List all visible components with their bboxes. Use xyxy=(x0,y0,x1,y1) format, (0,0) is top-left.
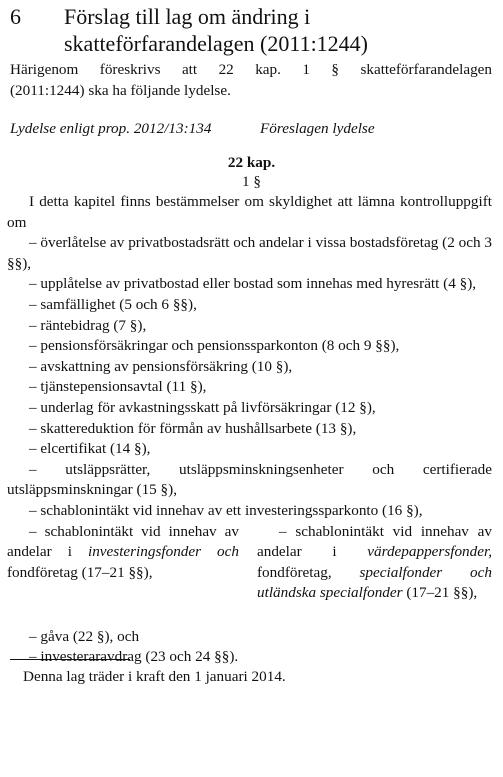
statute-paragraph: – utsläppsrätter, utsläppsminskningsenheter och certifierade utsläppsminskningar (15 §), xyxy=(7,460,492,499)
entry-into-force-text: Denna lag träder i kraft den 1 januari 2014. xyxy=(23,668,286,685)
statute-paragraph: – överlåtelse av privatbostadsrätt och andelar i vissa bostadsföretag (2 och 3 §§), xyxy=(7,234,492,272)
statute-paragraph: – schablonintäkt vid innehav av ett investeringssparkonto (16 §), xyxy=(29,501,423,519)
current-text-start: – schablonintäkt vid innehav av andelar i xyxy=(7,522,239,561)
section-title xyxy=(64,3,480,57)
statute-paragraph: – elcertifikat (14 §), xyxy=(29,440,151,458)
current-wording-label: Lydelse enligt prop. 2012/13:134 xyxy=(10,120,212,137)
proposed-wording-text xyxy=(257,522,492,604)
proposed-text-emphasis-2: specialfonder och utländska specialfonder xyxy=(257,563,492,602)
intro-line-1: Härigenom föreskrivs att 22 kap. 1 § skatteförfarandelagen xyxy=(10,61,492,78)
statute-paragraph: – räntebidrag (7 §), xyxy=(29,316,147,334)
statute-paragraph: – avskattning av pensionsförsäkring (10 §), xyxy=(29,357,293,375)
footnote-rule xyxy=(10,659,130,660)
proposed-wording-label: Föreslagen lydelse xyxy=(260,120,375,137)
statute-paragraph: – underlag för avkastningsskatt på livförsäkringar (12 §), xyxy=(29,398,376,416)
paragraph-heading: 1 § xyxy=(242,173,261,190)
current-text-end: fondföretag (17–21 §§), xyxy=(7,563,153,581)
proposed-text-emphasis-1: värdepappersfonder, xyxy=(367,543,492,561)
section-number: 6 xyxy=(10,4,21,29)
column-headers xyxy=(10,119,492,140)
current-wording-text xyxy=(7,522,239,584)
current-text-emphasis: investeringsfonder och xyxy=(87,543,239,561)
statute-paragraph: – skattereduktion för förmån av hushållsarbete (13 §), xyxy=(29,419,357,437)
statute-paragraph: – upplåtelse av privatbostad eller bostad som innehas med hyresrätt (4 §), xyxy=(29,275,477,293)
section-title-line-2: skatteförfarandelagen (2011:1244) xyxy=(64,31,369,56)
statute-body xyxy=(7,192,492,668)
statute-paragraph: – investeraravdrag (23 och 24 §§). xyxy=(29,648,239,666)
comparison-columns xyxy=(7,522,492,627)
intro-text xyxy=(10,60,492,101)
intro-line-2: (2011:1244) ska ha följande lydelse. xyxy=(10,81,231,99)
statute-paragraph: – samfällighet (5 och 6 §§), xyxy=(29,295,197,313)
statute-paragraph: – tjänstepensionsavtal (11 §), xyxy=(29,378,207,396)
statute-paragraph: – pensionsförsäkringar och pensionssparkonton (8 och 9 §§), xyxy=(29,337,400,355)
section-title-line-1: Förslag till lag om ändring i xyxy=(64,4,311,29)
proposed-text-middle: fondföretag, xyxy=(257,563,360,581)
statute-paragraph: – gåva (22 §), och xyxy=(29,627,140,645)
section-heading xyxy=(10,3,480,57)
statute-paragraph: I detta kapitel finns bestämmelser om skyldighet att lämna kontrolluppgift om xyxy=(7,193,492,231)
chapter-heading: 22 kap. xyxy=(227,154,276,171)
proposed-text-end: (17–21 §§), xyxy=(402,584,478,602)
proposed-text-start: – schablonintäkt vid innehav av andelar i xyxy=(257,522,492,561)
